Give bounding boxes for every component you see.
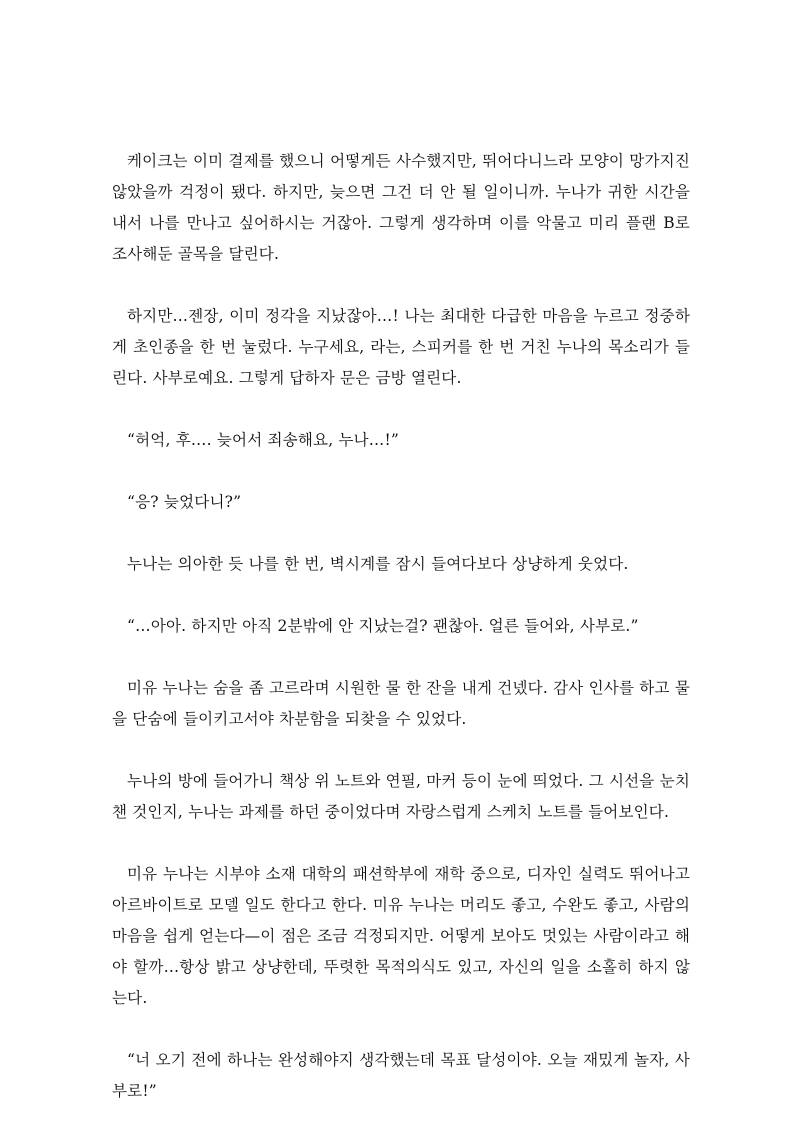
- paragraph-2: 하지만…젠장, 이미 정각을 지났잖아…! 나는 최대한 다급한 마음을 누르고 정중하게 초인종을 한 번 눌렀다. 누구세요, 라는, 스피커를 한 번 거친 누나의 목소리가 들린다. 사부로예요. 그렇게 답하자 문은 금방 열린다.: [112, 307, 690, 387]
- paragraph-5: 누나의 방에 들어가니 책상 위 노트와 연필, 마커 등이 눈에 띄었다. 그 시선을 눈치챈 것인지, 누나는 과제를 하던 중이었다며 자랑스럽게 스케치 노트를 들어보인다.: [112, 772, 690, 821]
- paragraph-1: 케이크는 이미 결제를 했으니 어떻게든 사수했지만, 뛰어다니느라 모양이 망가지진 않았을까 걱정이 됐다. 하지만, 늦으면 그건 더 안 될 일이니까. 누나가 귀한 시간을 내서 나를 만나고 싶어하시는 거잖아. 그렇게 생각하며 이를 악물고 미리 플랜 B로 조사해둔 골목을 달린다.: [112, 152, 690, 263]
- paragraph-4: 미유 누나는 숨을 좀 고르라며 시원한 물 한 잔을 내게 건넸다. 감사 인사를 하고 물을 단숨에 들이키고서야 차분함을 되찾을 수 있었다.: [112, 679, 690, 728]
- dialogue-line-4: “너 오기 전에 하나는 완성해야지 생각했는데 목표 달성이야. 오늘 재밌게 놀자, 사부로!”: [112, 1051, 690, 1100]
- dialogue-line-1: “허억, 후…. 늦어서 죄송해요, 누나…!”: [127, 431, 400, 449]
- dialogue-line-3: “…아아. 하지만 아직 2분밖에 안 지났는걸? 괜찮아. 얼른 들어와, 사부로.”: [127, 617, 639, 635]
- paragraph-6: 미유 누나는 시부야 소재 대학의 패션학부에 재학 중으로, 디자인 실력도 뛰어나고 아르바이트로 모델 일도 한다고 한다. 미유 누나는 머리도 좋고, 수완도 좋고, 사람의 마음을 쉽게 얻는다—이 점은 조금 걱정되지만. 어떻게 보아도 멋있는 사람이라고 해야 할까…항상 밝고 상냥한데, 뚜렷한 목적의식도 있고, 자신의 일을 소홀히 하지 않는다.: [112, 865, 690, 1007]
- document-page: [112, 146, 690, 1138]
- paragraph-3: 누나는 의아한 듯 나를 한 번, 벽시계를 잠시 들여다보다 상냥하게 웃었다.: [127, 555, 629, 573]
- dialogue-line-2: “응? 늦었다니?”: [127, 493, 242, 511]
